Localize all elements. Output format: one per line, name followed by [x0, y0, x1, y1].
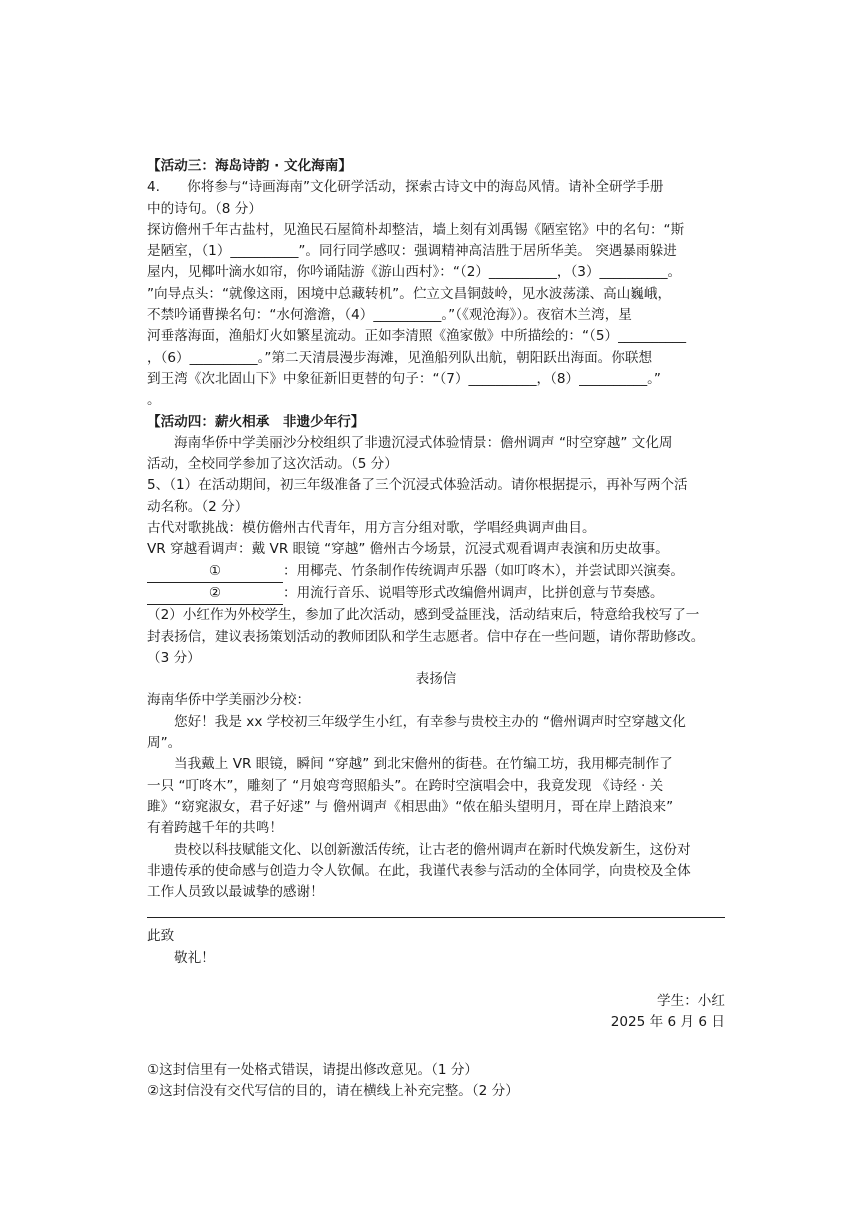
activity4-heading: 【活动四：薪火相承 非遗少年行】 [147, 413, 365, 430]
text-line: 封表扬信，建议表扬策划活动的教师团队和学生志愿者。信中存在一些问题，请你帮助修改。 [147, 628, 705, 645]
question-item: ①这封信里有一处格式错误，请提出修改意见。（1 分） [147, 1061, 479, 1078]
letter-closing: 此致 [147, 928, 175, 945]
text-line: （3 分） [147, 649, 201, 666]
text-line: 探访儋州千年古盐村，见渔民石屋简朴却整洁，墙上刻有刘禹锡《陋室铭》中的名句：“斯 [147, 221, 685, 238]
letter-title: 表扬信 [415, 671, 457, 688]
answer-line-2 [147, 583, 725, 605]
text-line: 是陋室，（1）__________”。同行同学感叹：强调精神高洁胜于居所华美。 突遇暴雨躲进 [147, 243, 677, 260]
letter-signer: 学生：小红 [657, 992, 725, 1009]
answer-line-1 [147, 561, 725, 583]
letter-line: 您好！我是 xx 学校初三年级学生小红，有幸参与贵校主办的 “儋州调声时空穿越文化 [174, 713, 686, 730]
text-line: 中的诗句。（8 分） [147, 200, 262, 217]
text-line: 活动，全校同学参加了这次活动。（5 分） [147, 456, 398, 473]
letter-date: 2025 年 6 月 6 日 [610, 1014, 725, 1031]
text-line: 海南华侨中学美丽沙分校组织了非遗沉浸式体验情景：儋州调声 “时空穿越” 文化周 [174, 434, 673, 451]
exam-page [147, 156, 725, 1102]
letter-line: 贵校以科技赋能文化、以创新激活传统，让古老的儋州调声在新时代焕发新生，这份对 [174, 841, 691, 858]
text-line: 河垂落海面，渔船灯火如繁星流动。正如李清照《渔家傲》中所描绘的：“（5）__________ [147, 328, 687, 345]
text-line: 。 [147, 392, 161, 409]
letter-line: 雎》“窈窕淑女，君子好逑” 与 儋州调声《相思曲》“侬在船头望明月，哥在岸上踏浪来” [147, 798, 674, 815]
activity3-body [147, 177, 725, 411]
answer-line-text: ：用椰壳、竹条制作传统调声乐器（如叮咚木），并尝试即兴演奏。 [283, 562, 685, 579]
letter-line: 一只 “叮咚木”，雕刻了 “月娘弯弯照船头”。在跨时空演唱会中，我竟发现 《诗经 · 关 [147, 777, 664, 794]
text-line: 5、（1）在活动期间，初三年级准备了三个沉浸式体验活动。请你根据提示，再补写两个活 [147, 477, 688, 494]
text-line: （2）小红作为外校学生，参加了此次活动，感到受益匪浅，活动结束后，特意给我校写了一 [147, 607, 700, 624]
activity-item: 古代对歌挑战：模仿儋州古代青年，用方言分组对歌，学唱经典调声曲目。 [147, 520, 596, 537]
text-line: 动名称。（2 分） [147, 498, 249, 515]
letter-line: 非遗传承的使命感与创造力令人钦佩。在此，我谨代表参与活动的全体同学，向贵校及全体 [147, 862, 691, 879]
answer-blank-1[interactable]: ① [147, 561, 283, 583]
letter-line: 周”。 [147, 735, 182, 752]
sub-questions [147, 1060, 725, 1103]
signature-block [147, 991, 725, 1034]
answer-blank-2[interactable]: ② [147, 583, 283, 605]
letter-salutation: 海南华侨中学美丽沙分校： [147, 692, 311, 709]
question-item: ②这封信没有交代写信的目的，请在横线上补充完整。（2 分） [147, 1082, 519, 1099]
text-line: 4. 你将参与“诗画海南”文化研学活动，探索古诗文中的海岛风情。请补全研学手册 [147, 179, 664, 196]
letter-line: 有着跨越千年的共鸣！ [147, 820, 283, 837]
letter-closing-salute: 敬礼！ [174, 949, 215, 966]
text-line: ，（6）__________。”第二天清晨漫步海滩，见渔船列队出航，朝阳跃出海面。你联想 [147, 349, 653, 366]
letter-line: 当我戴上 VR 眼镜，瞬间 “穿越” 到北宋儋州的街巷。在竹编工坊，我用椰壳制作了 [174, 756, 673, 773]
activity-item: VR 穿越看调声：戴 VR 眼镜 “穿越” 儋州古今场景，沉浸式观看调声表演和历史故事。 [147, 541, 669, 558]
text-line: ”向导点头：“就像这雨，困境中总藏转机”。伫立文昌铜鼓岭，见水波荡漾、高山巍峨， [147, 285, 672, 302]
activity3-heading: 【活动三：海岛诗韵 · 文化海南】 [147, 158, 352, 174]
letter-line: 工作人员致以最诚挚的感谢！ [147, 884, 324, 901]
text-line: 不禁吟诵曹操名句：“水何澹澹，（4）__________。”（《观沧海》）。夜宿木兰湾，星 [147, 307, 632, 324]
answer-underline[interactable] [147, 917, 725, 918]
answer-line-text: ：用流行音乐、说唱等形式改编儋州调声，比拼创意与节奏感。 [283, 584, 664, 601]
text-line: 屋内，见椰叶滴水如帘，你吟诵陆游《游山西村》：“（2）__________，（3）__________。 [147, 264, 682, 281]
text-line: 到王湾《次北固山下》中象征新旧更替的句子：“（7）__________，（8）__________。” [147, 370, 661, 387]
